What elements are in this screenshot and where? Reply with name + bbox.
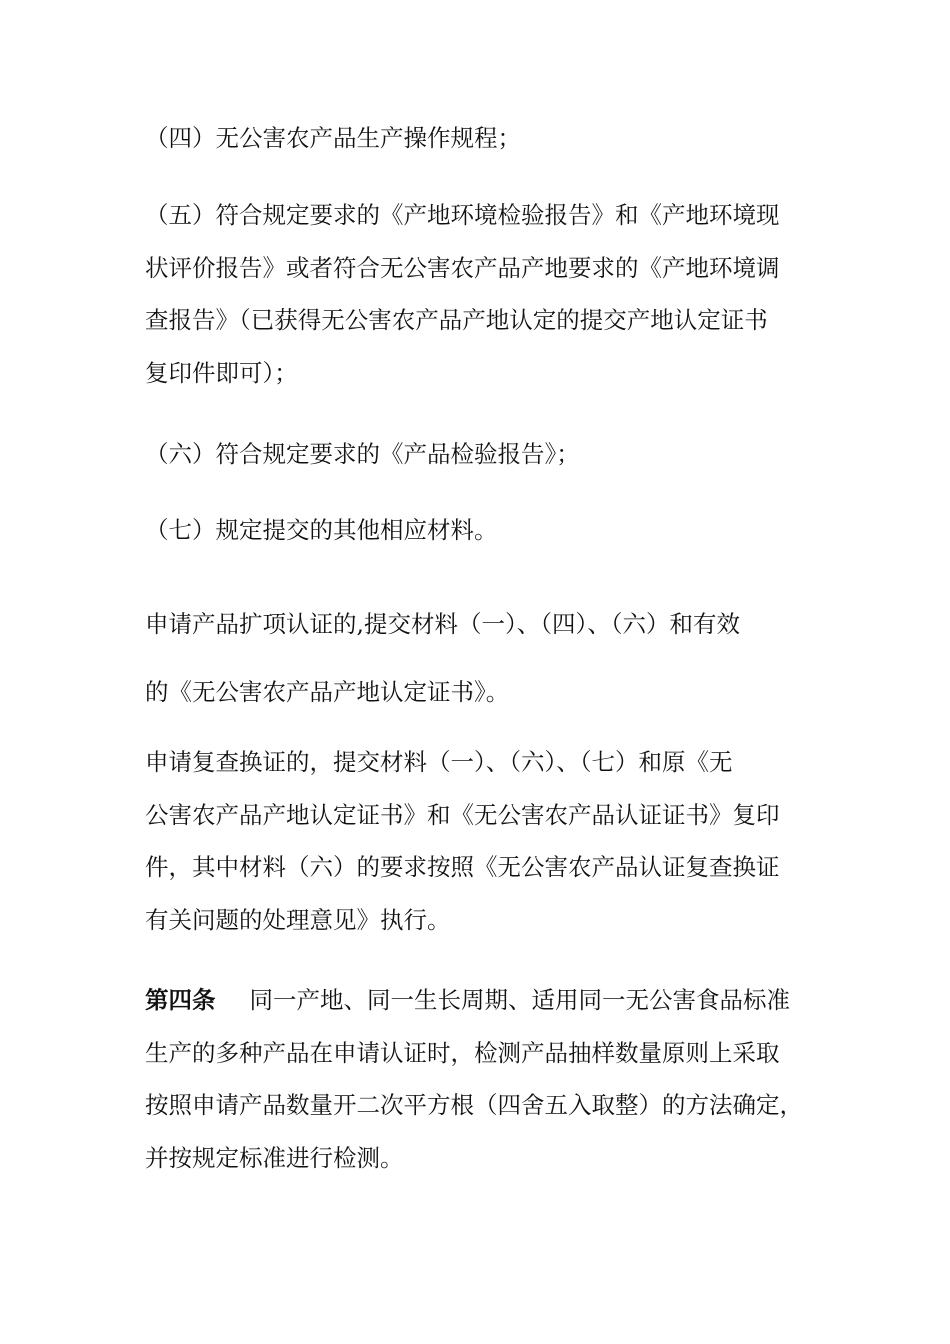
article-4-paragraph	[145, 974, 810, 1184]
item-5-paragraph	[145, 189, 810, 399]
review-paragraph	[145, 736, 810, 946]
expansion-line-1: 申请产品扩项认证的,提交材料（一）、（四）、（六）和有效	[145, 610, 740, 638]
expansion-line-2: 的《无公害农产品产地认定证书》。	[145, 678, 510, 706]
item-7-line: （七）规定提交的其他相应材料。	[145, 516, 498, 544]
item-4-paragraph	[145, 112, 810, 165]
item-5-line-1: （五）符合规定要求的《产地环境检验报告》和《产地环境现	[145, 201, 780, 229]
review-line-2: 公害农产品产地认定证书》和《无公害农产品认证证书》复印	[145, 800, 780, 829]
article-4-line-2: 生产的多种产品在申请认证时，检测产品抽样数量原则上采取	[145, 1038, 780, 1067]
article-4-line-3: 按照申请产品数量开二次平方根（四舍五入取整）的方法确定，	[145, 1091, 803, 1119]
article-4-heading: 第四条	[145, 986, 216, 1014]
item-6-line: （六）符合规定要求的《产品检验报告》；	[145, 440, 580, 468]
item-5-line-4: 复印件即可）；	[145, 358, 298, 387]
item-5-line-3: 查报告》（已获得无公害农产品产地认定的提交产地认定证书	[145, 306, 768, 334]
review-line-4: 有关问题的处理意见》执行。	[145, 905, 451, 934]
review-line-1: 申请复查换证的，提交材料（一）、（六）、（七）和原《无	[145, 748, 733, 776]
article-4-text-1: 同一产地、同一生长周期、适用同一无公害食品标准	[249, 986, 790, 1014]
expansion-paragraph	[145, 590, 810, 726]
item-5-line-2: 状评价报告》或者符合无公害农产品产地要求的《产地环境调	[145, 253, 780, 282]
article-4-line-4: 并按规定标准进行检测。	[145, 1143, 404, 1172]
item-7-paragraph	[145, 504, 810, 557]
item-6-paragraph	[145, 428, 810, 481]
item-4-line: （四）无公害农产品生产操作规程；	[145, 124, 521, 152]
article-4-line-1	[145, 974, 810, 1027]
review-line-3: 件，其中材料（六）的要求按照《无公害农产品认证复查换证	[145, 853, 780, 881]
